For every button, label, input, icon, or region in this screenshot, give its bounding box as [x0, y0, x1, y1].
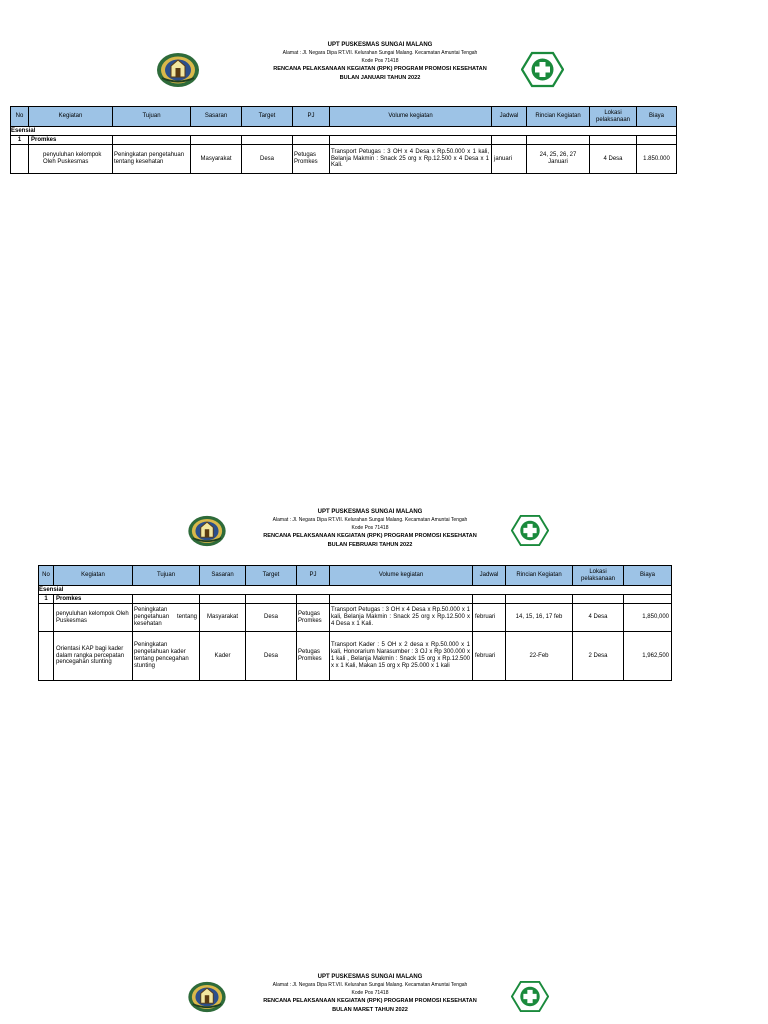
table-row	[39, 604, 672, 632]
cell-target: Desa	[242, 145, 293, 174]
puskesmas-cross-icon	[521, 51, 564, 88]
cell-lokasi: 4 Desa	[590, 145, 637, 174]
col-rincian: Rincian Kegiatan	[527, 107, 590, 127]
col-rincian: Rincian Kegiatan	[506, 566, 573, 586]
col-biaya: Biaya	[624, 566, 672, 586]
postal-code: Kode Pos 71418	[351, 525, 389, 531]
org-name: UPT PUSKESMAS SUNGAI MALANG	[317, 509, 423, 515]
cell-jadwal: januari	[492, 145, 527, 174]
document-title: RENCANA PELAKSANAAN KEGIATAN (RPK) PROGRAM PROMOSI KESEHATAN	[263, 998, 477, 1004]
puskesmas-cross-icon	[511, 980, 549, 1013]
cell-target: Desa	[246, 632, 297, 681]
regency-emblem-icon	[187, 981, 227, 1013]
col-jadwal: Jadwal	[473, 566, 506, 586]
col-volume: Volume kegiatan	[330, 566, 473, 586]
col-lokasi: Lokasi pelaksanaan	[573, 566, 624, 586]
cell-biaya: 1,962,500	[624, 632, 672, 681]
cell-rincian: 14, 15, 16, 17 feb	[506, 604, 573, 632]
cell-target: Desa	[246, 604, 297, 632]
puskesmas-cross-icon	[511, 514, 549, 547]
org-address: Alamat : Jl. Negara Dipa RT.VII. Kelurahan Sungai Malang. Kecamatan Amuntai Tengah	[272, 982, 468, 988]
section-label: Esensial	[11, 127, 677, 136]
col-pj: PJ	[293, 107, 330, 127]
document-period: BULAN JANUARI TAHUN 2022	[339, 74, 421, 81]
cell-pj: Petugas Promkes	[297, 604, 330, 632]
cell-volume: Transport Petugas : 3 OH x 4 Desa x Rp.50.000 x 1 kali, Belanja Makmin : Snack 25 org x Rp.12.500 x 4 Desa x 1 Kali.	[330, 604, 473, 632]
cell-volume: Transport Kader : 5 OH x 2 desa x Rp.50.000 x 1 kali, Honorarium Narasumber : 3 OJ x Rp 300.000 x 1 kali , Belanja Makmin : Snack 15 org x Rp.12.500 x x 1 Kali, Makan 15 org x Rp 25.000 x 1 kali	[330, 632, 473, 681]
cell-biaya: 1.850.000	[637, 145, 677, 174]
program-name: Promkes	[29, 136, 113, 145]
col-tujuan: Tujuan	[133, 566, 200, 586]
document-period: BULAN MARET TAHUN 2022	[332, 1006, 408, 1013]
col-volume: Volume kegiatan	[330, 107, 492, 127]
cell-biaya: 1,850,000	[624, 604, 672, 632]
cell-kegiatan: penyuluhan kelompok Oleh Puskesmas	[29, 145, 113, 174]
col-kegiatan: Kegiatan	[54, 566, 133, 586]
col-pj: PJ	[297, 566, 330, 586]
table-row	[11, 145, 677, 174]
cell-tujuan: Peningkatan pengetahuan tentang kesehatan	[133, 604, 200, 632]
col-lokasi: Lokasi pelaksanaan	[590, 107, 637, 127]
program-row	[11, 136, 677, 145]
sheet-header	[180, 509, 560, 548]
table-row	[39, 632, 672, 681]
col-kegiatan: Kegiatan	[29, 107, 113, 127]
col-sasaran: Sasaran	[200, 566, 246, 586]
org-name: UPT PUSKESMAS SUNGAI MALANG	[317, 974, 423, 980]
program-name: Promkes	[54, 595, 133, 604]
cell-lokasi: 4 Desa	[573, 604, 624, 632]
rpk-table	[38, 565, 672, 681]
cell-tujuan: Peningkatan pengetahuan tentang kesehatan	[113, 145, 191, 174]
org-address: Alamat : Jl. Negara Dipa RT.VII. Kelurahan Sungai Malang. Kecamatan Amuntai Tengah	[282, 50, 478, 56]
cell-sasaran: Masyarakat	[200, 604, 246, 632]
cell-sasaran: Masyarakat	[191, 145, 242, 174]
col-sasaran: Sasaran	[191, 107, 242, 127]
section-row	[11, 127, 677, 136]
section-label: Esensial	[39, 586, 672, 595]
document-title: RENCANA PELAKSANAAN KEGIATAN (RPK) PROGRAM PROMOSI KESEHATAN	[273, 66, 487, 72]
regency-emblem-icon	[187, 515, 227, 547]
col-target: Target	[246, 566, 297, 586]
cell-jadwal: februari	[473, 632, 506, 681]
regency-emblem-icon	[156, 52, 200, 88]
org-address: Alamat : Jl. Negara Dipa RT.VII. Kelurahan Sungai Malang. Kecamatan Amuntai Tengah	[272, 517, 468, 523]
cell-lokasi: 2 Desa	[573, 632, 624, 681]
cell-kegiatan: penyuluhan kelompok Oleh Puskesmas	[54, 604, 133, 632]
cell-kegiatan: Orientasi KAP bagi kader dalam rangka percepatan pencegahan stunting	[54, 632, 133, 681]
cell-rincian: 22-Feb	[506, 632, 573, 681]
table-header-row	[39, 566, 672, 586]
document-title: RENCANA PELAKSANAAN KEGIATAN (RPK) PROGRAM PROMOSI KESEHATAN	[263, 533, 477, 539]
sheet-header	[180, 974, 560, 1013]
cell-pj: Petugas Promkes	[297, 632, 330, 681]
cell-rincian: 24, 25, 26, 27 Januari	[527, 145, 590, 174]
table-header-row	[11, 107, 677, 127]
rpk-table	[10, 106, 677, 174]
sheet-header	[190, 42, 570, 81]
program-number: 1	[39, 595, 54, 604]
col-biaya: Biaya	[637, 107, 677, 127]
document-period: BULAN FEBRUARI TAHUN 2022	[327, 541, 413, 548]
col-no: No	[11, 107, 29, 127]
col-jadwal: Jadwal	[492, 107, 527, 127]
program-row	[39, 595, 672, 604]
program-number: 1	[11, 136, 29, 145]
cell-sasaran: Kader	[200, 632, 246, 681]
section-row	[39, 586, 672, 595]
col-target: Target	[242, 107, 293, 127]
org-name: UPT PUSKESMAS SUNGAI MALANG	[327, 42, 433, 48]
col-no: No	[39, 566, 54, 586]
postal-code: Kode Pos 71418	[361, 58, 399, 64]
postal-code: Kode Pos 71418	[351, 990, 389, 996]
cell-volume: Transport Petugas : 3 OH x 4 Desa x Rp.50.000 x 1 kali, Belanja Makmin : Snack 25 org x Rp.12.500 x 4 Desa x 1 Kali.	[330, 145, 492, 174]
cell-jadwal: februari	[473, 604, 506, 632]
col-tujuan: Tujuan	[113, 107, 191, 127]
cell-tujuan: Peningkatan pengetahuan kader tentang pencegahan stunting	[133, 632, 200, 681]
cell-pj: Petugas Promkes	[293, 145, 330, 174]
